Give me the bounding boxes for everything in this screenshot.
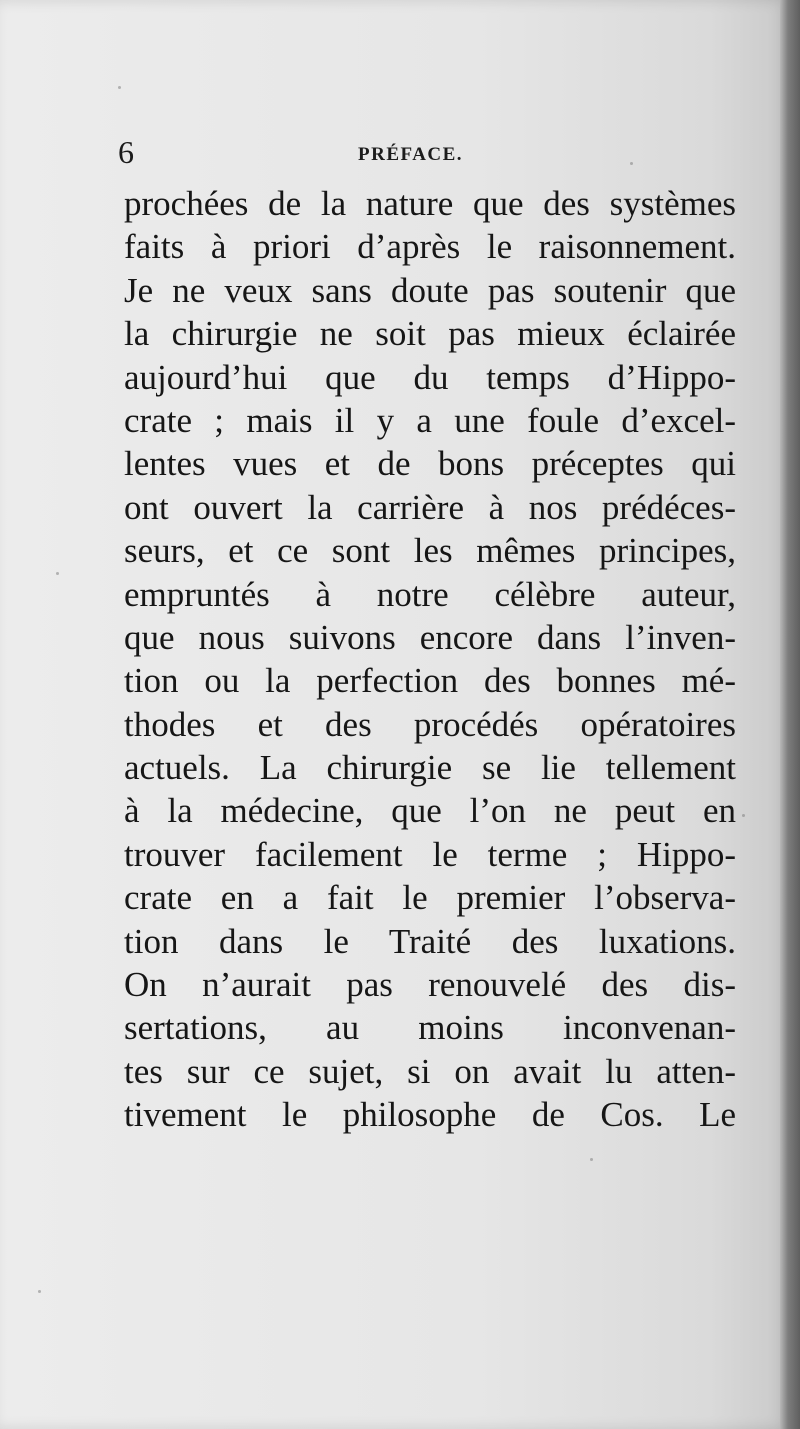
text-line: sertations, au moins inconvenan- [124,1008,736,1048]
text-line: la chirurgie ne soit pas mieux éclairée [124,314,736,354]
text-line: crate ; mais il y a une foule d’excel- [124,400,736,440]
text-line: seurs, et ce sont les mêmes principes, [124,531,736,571]
text-line: actuels. La chirurgie se lie tellement [124,748,736,788]
paper-speck [590,1158,593,1161]
text-line: lentes vues et de bons préceptes qui [124,444,736,484]
text-line: que nous suivons encore dans l’inven- [124,617,736,657]
text-line: faits à priori d’après le raisonnement. [124,227,736,267]
text-line: à la médecine, que l’on ne peut en [124,791,736,831]
text-line: ont ouvert la carrière à nos prédéces- [124,487,736,527]
text-line: tion dans le Traité des luxations. [124,921,736,961]
paper-speck [118,86,121,89]
page-edge [780,0,800,1429]
text-line: empruntés à notre célèbre auteur, [124,574,736,614]
paper-speck [56,572,59,575]
text-line: prochées de la nature que des systèmes [124,184,736,223]
page-header [118,134,738,178]
paper-speck [630,162,633,165]
paper-speck [38,1290,41,1293]
body-text [124,182,736,1137]
text-line: aujourd’hui que du temps d’Hippo- [124,357,736,397]
text-line: tion ou la perfection des bonnes mé- [124,661,736,701]
text-line: trouver facilement le terme ; Hippo- [124,834,736,874]
paper-speck [742,814,745,817]
text-line: Je ne veux sans doute pas soutenir que [124,270,736,310]
text-line: tivement le philosophe de Cos. Le [124,1095,736,1135]
text-line: thodes et des procédés opératoires [124,704,736,744]
text-line: crate en a fait le premier l’observa- [124,878,736,918]
text-line: On n’aurait pas renouvelé des dis- [124,965,736,1005]
running-head: PRÉFACE. [358,144,464,165]
page-number: 6 [118,134,134,170]
text-line: tes sur ce sujet, si on avait lu atten- [124,1051,736,1091]
